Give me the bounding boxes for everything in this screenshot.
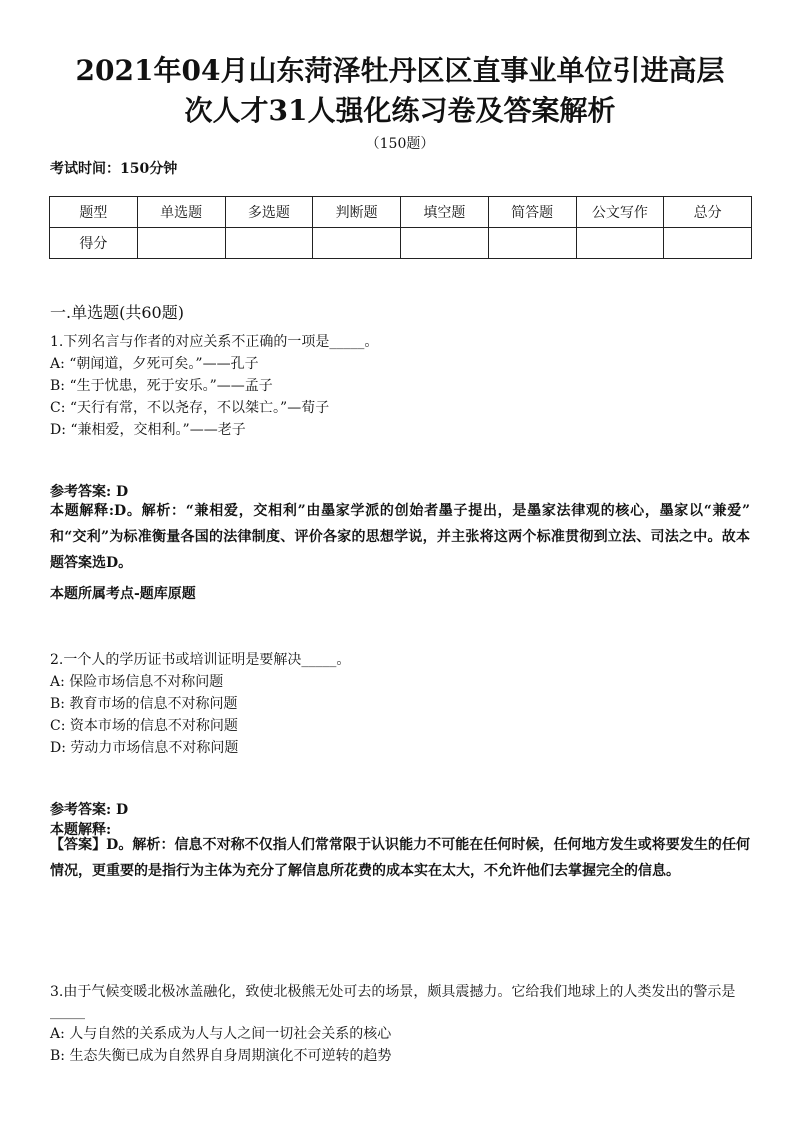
explanation-label: 本题解释: [50,503,115,519]
score-table-header-cell: 多选题 [225,197,313,228]
score-cell [225,228,313,259]
question-1-option-c: C: “天行有常，不以尧存，不以桀亡。”—荀子 [50,400,330,416]
score-cell [576,228,664,259]
question-3-option-a: A: 人与自然的关系成为人与人之间一切社会关系的核心 [50,1026,392,1042]
question-1-answer: 参考答案: D [50,484,129,500]
question-2-explanation-label: 本题解释: [50,822,112,838]
score-cell [664,228,752,259]
score-table-header-cell: 公文写作 [576,197,664,228]
question-1-stem: 1.下列名言与作者的对应关系不正确的一项是_____。 [50,334,379,350]
explanation-text: D。解析：“兼相爱，交相利”由墨家学派的创始者墨子提出，是墨家法律观的核心，墨家以“兼爱” 和“交利”为标准衡量各国的法律制度、评价各家的思想学说，并主张将这两个标准贯彻到立法、司法之中。故本 题答案选D。 [50,503,750,571]
score-table-header-cell: 总分 [664,197,752,228]
score-table-header-cell: 简答题 [488,197,576,228]
score-cell [313,228,401,259]
score-table-header-cell: 题型 [50,197,138,228]
score-table [49,196,752,259]
question-3-stem: 3.由于气候变暖北极冰盖融化，致使北极熊无处可去的场景，颇具震撼力。它给我们地球上的人类发出的警示是 _____ [50,984,736,1020]
question-count: （150题） [365,136,435,152]
question-2-option-d: D: 劳动力市场信息不对称问题 [50,740,239,756]
score-cell [137,228,225,259]
question-2-option-c: C: 资本市场的信息不对称问题 [50,718,238,734]
score-table-header-cell: 填空题 [401,197,489,228]
question-1-option-b: B: “生于忧患，死于安乐。”——孟子 [50,378,273,394]
question-2-option-a: A: 保险市场信息不对称问题 [50,674,224,690]
score-cell [488,228,576,259]
score-table-header-row [50,197,752,228]
question-1-option-d: D: “兼相爱，交相利。”——老子 [50,422,246,438]
question-2-stem: 2.一个人的学历证书或培训证明是要解决_____。 [50,652,351,668]
exam-time: 考试时间：150分钟 [50,161,178,177]
score-cell [401,228,489,259]
score-row-label: 得分 [50,228,138,259]
section-title: 一.单选题(共60题) [50,303,184,322]
question-1-explanation [50,498,750,576]
question-1-note: 本题所属考点-题库原题 [50,586,196,602]
document-title-line-1: 2021年04月山东菏泽牡丹区区直事业单位引进高层 [75,54,725,87]
question-2-explanation: 【答案】D。解析：信息不对称不仅指人们常常限于认识能力不可能在任何时候，任何地方发生或将要发生的任何情况，更重要的是指行为主体为充分了解信息所花费的成本实在太大，不允许他们去掌握完全的信息。 [50,837,750,879]
score-table-header-cell: 判断题 [313,197,401,228]
question-3-option-b: B: 生态失衡已成为自然界自身周期演化不可逆转的趋势 [50,1048,392,1064]
document-title-line-2: 次人才31人强化练习卷及答案解析 [184,94,616,127]
question-1-option-a: A: “朝闻道，夕死可矣。”——孔子 [50,356,259,372]
question-2-answer: 参考答案: D [50,802,129,818]
score-table-score-row [50,228,752,259]
score-table-header-cell: 单选题 [137,197,225,228]
question-2-option-b: B: 教育市场的信息不对称问题 [50,696,238,712]
